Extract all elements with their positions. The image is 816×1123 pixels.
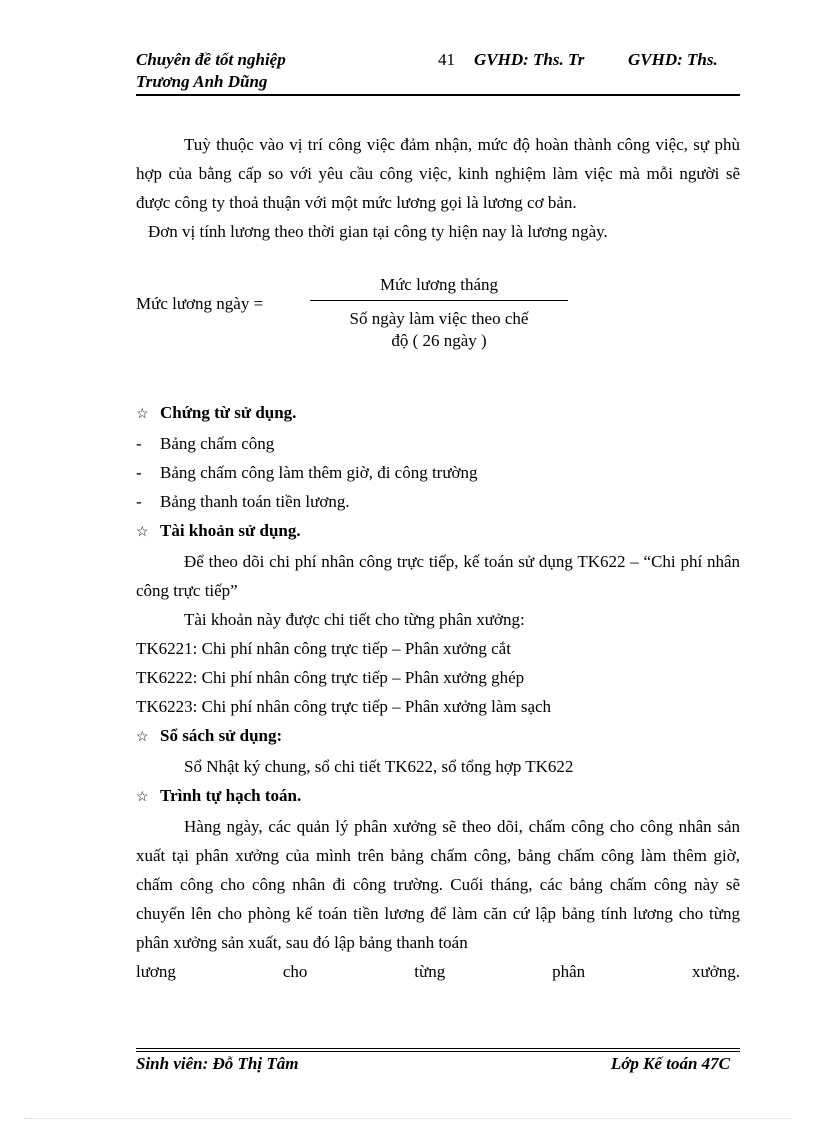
section-heading-procedure: ☆ Trình tự hạch toán. xyxy=(136,781,740,812)
star-bullet-icon: ☆ xyxy=(136,790,149,805)
section-heading-accounts: ☆ Tài khoản sử dụng. xyxy=(136,516,740,547)
paragraph-tk622: Để theo dõi chi phí nhân công trực tiếp, kế toán sử dụng TK622 – “Chi phí nhân công trực tiếp” xyxy=(136,552,740,600)
star-bullet-icon: ☆ xyxy=(136,525,149,540)
paragraph-procedure: Hàng ngày, các quản lý phân xưởng sẽ theo dõi, chấm công cho công nhân sản xuất tại phân xưởng của mình trên bảng chấm công, bảng chấm công làm thêm giờ, chấm công cho công nhân đi công trường. Cuối tháng, các bảng chấm công này sẽ chuyển lên cho phòng kế toán tiền lương để làm căn cứ lập bảng tính lương cho từng phân xưởng sản xuất, sau đó lập bảng thanh toán xyxy=(136,817,740,952)
paragraph-account-detail: Tài khoản này được chi tiết cho từng phân xưởng: xyxy=(184,610,525,629)
paragraph-basic-salary: Tuỳ thuộc vào vị trí công việc đảm nhận, mức độ hoàn thành công việc, sự phù hợp của bằng cấp so với yêu cầu công việc, kinh nghiệm làm việc mà mỗi người sẽ được công ty thoả thuận với một mức lương gọi là lương cơ bản. xyxy=(136,135,740,212)
paragraph-daily-wage-unit: Đơn vị tính lương theo thời gian tại công ty hiện nay là lương ngày. xyxy=(148,222,608,241)
account-line: TK6221: Chi phí nhân công trực tiếp – Phân xưởng cắt xyxy=(136,639,511,658)
footer-class: Lớp Kế toán 47C xyxy=(610,1054,730,1073)
daily-wage-formula xyxy=(136,272,740,398)
section-heading-books: ☆ Sổ sách sử dụng: xyxy=(136,721,740,752)
footer-student: Sinh viên: Đỗ Thị Tâm xyxy=(136,1054,299,1073)
header-rule xyxy=(136,94,740,96)
section-heading-documents: ☆ Chứng từ sử dụng. xyxy=(136,398,740,429)
document-body xyxy=(136,130,740,986)
page-number: 41 xyxy=(438,50,455,69)
footer-rule xyxy=(136,1048,740,1049)
formula-denominator-line-1: Số ngày làm việc theo chế xyxy=(349,309,529,328)
paragraph-procedure-last-line: lương cho từng phân xưởng. xyxy=(136,962,740,981)
star-bullet-icon: ☆ xyxy=(136,730,149,745)
header-author: Trương Anh Dũng xyxy=(136,72,268,91)
formula-denominator xyxy=(310,308,568,352)
list-item: - Bảng chấm công làm thêm giờ, đi công trường xyxy=(136,463,478,482)
header-thesis-title: Chuyên đề tốt nghiệp xyxy=(136,50,286,69)
list-item: - Bảng chấm công xyxy=(136,434,275,453)
account-line: TK6222: Chi phí nhân công trực tiếp – Phân xưởng ghép xyxy=(136,668,525,687)
header-supervisor-2: GVHD: Ths. xyxy=(628,50,718,69)
formula-left-side: Mức lương ngày = xyxy=(136,294,264,313)
page-edge-divider xyxy=(24,1118,792,1119)
formula-fraction-bar xyxy=(310,300,568,301)
footer-rule xyxy=(136,1051,740,1052)
header-supervisor-1: GVHD: Ths. Tr xyxy=(474,50,585,69)
paragraph-books: Sổ Nhật ký chung, sổ chi tiết TK622, sổ tổng hợp TK622 xyxy=(184,757,574,776)
star-bullet-icon: ☆ xyxy=(136,407,149,422)
account-line: TK6223: Chi phí nhân công trực tiếp – Phân xưởng làm sạch xyxy=(136,697,552,716)
formula-numerator: Mức lương tháng xyxy=(379,275,499,294)
formula-denominator-line-2: độ ( 26 ngày ) xyxy=(391,331,487,350)
list-item: - Bảng thanh toán tiền lương. xyxy=(136,492,350,511)
